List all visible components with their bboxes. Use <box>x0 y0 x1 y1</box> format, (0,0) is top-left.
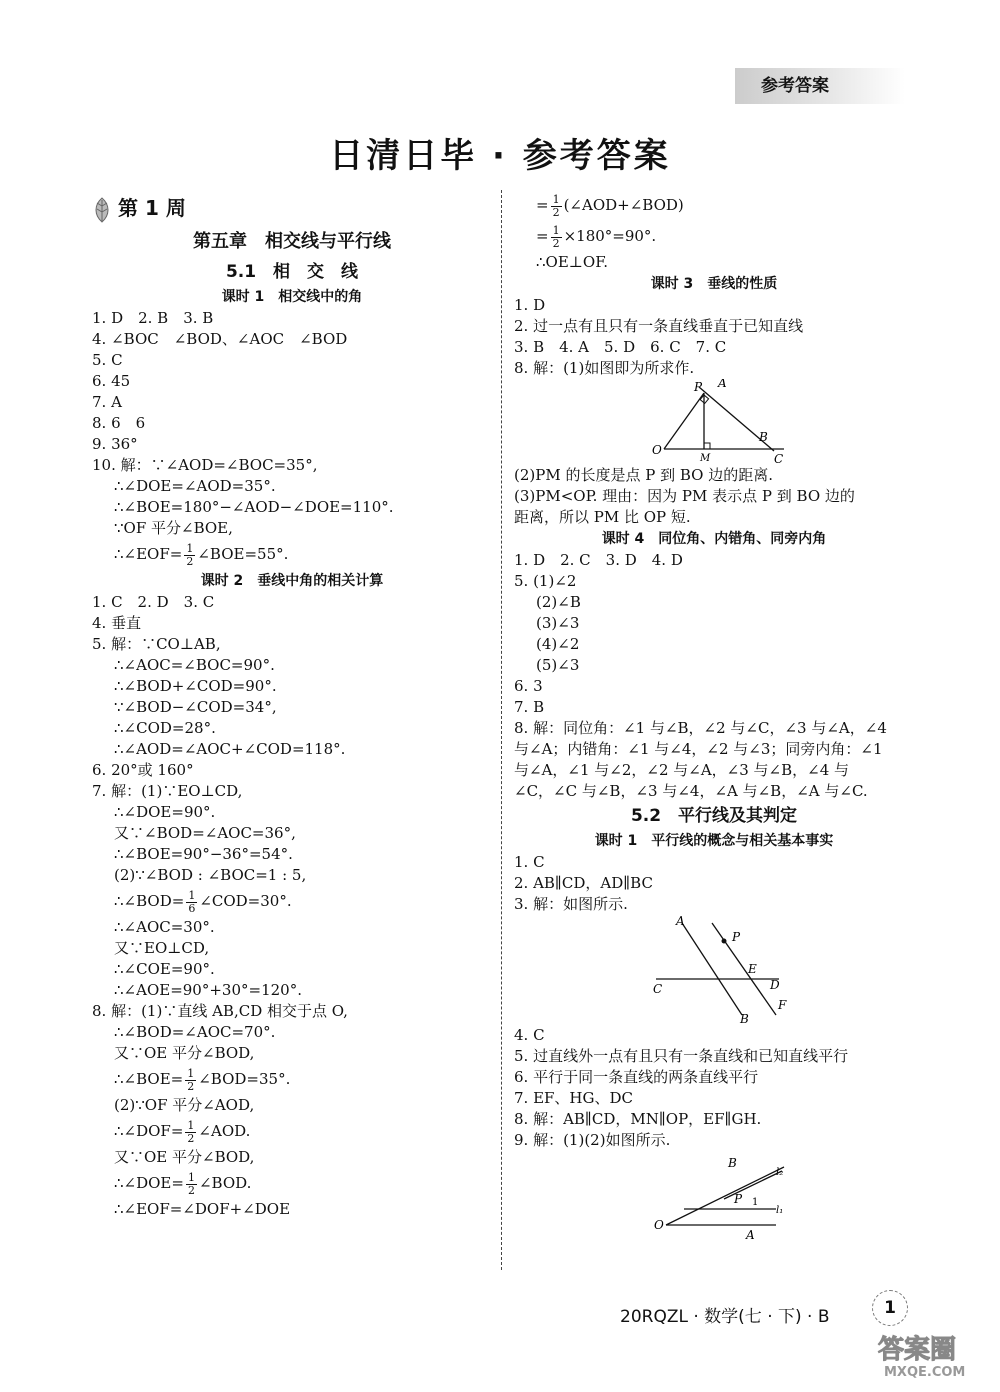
answer-line: 又∵OE 平分∠BOD, <box>114 1148 255 1166</box>
answer-line: ∵OF 平分∠BOE, <box>114 519 233 537</box>
answer-line: 7. B <box>514 698 545 716</box>
watermark-logo <box>876 1328 986 1380</box>
answer-line: ∴∠DOE=90°. <box>114 803 216 821</box>
lesson-heading: 课时 1 平行线的概念与相关基本事实 <box>594 833 834 849</box>
parallel-lines-diagram <box>514 915 914 1025</box>
label-b: B <box>759 430 768 444</box>
math-text: ×180°=90°. <box>563 227 657 245</box>
denominator: 2 <box>187 1131 195 1145</box>
figure-parallel-lines <box>514 915 914 1025</box>
answer-line: 又∵EO⊥CD, <box>114 939 210 957</box>
lesson-heading: 课时 3 垂线的性质 <box>650 276 778 292</box>
label-d: D <box>770 978 780 992</box>
answer-line: ∴∠BOE=180°−∠AOD−∠DOE=110°. <box>114 498 394 516</box>
answer-line: 8. 解：(1)如图即为所求作. <box>514 359 695 377</box>
denominator: 6 <box>188 901 196 915</box>
answer-line <box>92 1168 492 1199</box>
label-a: A <box>676 915 685 928</box>
math-text: = <box>536 227 549 245</box>
answer-line: ∴∠COE=90°. <box>114 960 215 978</box>
answer-line: 4. 垂直 <box>92 614 142 632</box>
answer-line: 8. 解：(1)∵直线 AB,CD 相交于点 O, <box>92 1002 348 1020</box>
label-p: P <box>694 380 703 394</box>
answer-line: 6. 20°或 160° <box>92 761 194 779</box>
label-c: C <box>774 452 784 465</box>
label-m: M <box>700 453 711 464</box>
label-a: A <box>718 379 727 390</box>
math-text: ∠COD=30°. <box>199 892 292 910</box>
answer-line: 7. 解：(1)∵EO⊥CD, <box>92 782 243 800</box>
math-text: ∠BOE=55°. <box>197 545 289 563</box>
answer-line: 距离，所以 PM 比 OP 短. <box>514 508 691 526</box>
denominator: 2 <box>187 1079 195 1093</box>
label-f: F <box>778 998 787 1012</box>
answer-line: 2. 过一点有且只有一条直线垂直于已知直线 <box>514 317 804 335</box>
denominator: 2 <box>552 205 560 219</box>
answer-line: ∠C，∠C 与∠B，∠3 与∠4，∠A 与∠B，∠A 与∠C. <box>514 782 868 800</box>
fraction <box>185 1068 196 1093</box>
answer-line <box>92 1064 492 1095</box>
answer-line: (2)PM 的长度是点 P 到 BO 边的距离. <box>514 466 774 484</box>
answer-line: 6. 平行于同一条直线的两条直线平行 <box>514 1068 759 1086</box>
answer-line: 1. C 2. D 3. C <box>92 593 215 611</box>
numerator: 1 <box>552 192 560 206</box>
answer-line <box>92 1116 492 1147</box>
numerator: 1 <box>186 541 194 555</box>
label-l2: l₂ <box>776 1167 784 1178</box>
answer-line: (5)∠3 <box>536 656 580 674</box>
math-text: ∴∠BOD= <box>114 892 185 910</box>
answer-line: (2)∠B <box>536 593 581 611</box>
header-tag: 参考答案 <box>735 68 905 104</box>
answer-line: ∴∠DOE=∠AOD=35°. <box>114 477 276 495</box>
watermark-url: MXQE.COM <box>884 1365 966 1380</box>
answer-line: ∴∠AOD=∠AOC+∠COD=118°. <box>114 740 346 758</box>
ray-ob <box>666 1167 784 1225</box>
answer-line <box>92 886 492 917</box>
fraction <box>185 1120 196 1145</box>
answer-line: ∴∠BOD+∠COD=90°. <box>114 677 277 695</box>
label-p: P <box>734 1192 743 1206</box>
answer-line: 4. ∠BOC ∠BOD、∠AOC ∠BOD <box>92 330 348 348</box>
math-text: ∴∠BOE= <box>114 1070 184 1088</box>
page-title: 日清日毕 · 参考答案 <box>329 136 671 176</box>
answer-line: 7. A <box>92 393 122 411</box>
answer-line: 2. AB∥CD，AD∥BC <box>514 874 653 892</box>
fraction <box>551 225 562 250</box>
section-heading: 5.2 平行线及其判定 <box>630 806 798 826</box>
answer-line: 5. 过直线外一点有且只有一条直线和已知直线平行 <box>514 1047 849 1065</box>
answer-line: 又∵OE 平分∠BOD, <box>114 1044 255 1062</box>
numerator: 1 <box>188 888 196 902</box>
page-number: 1 <box>872 1290 908 1326</box>
answer-line: 5. (1)∠2 <box>514 572 577 590</box>
label-angle-1: 1 <box>752 1197 759 1208</box>
denominator: 2 <box>552 236 560 250</box>
answer-line: 9. 36° <box>92 435 138 453</box>
fraction <box>186 1172 197 1197</box>
math-text: = <box>536 196 549 214</box>
answer-line: (2)∵∠BOD : ∠BOC=1 : 5, <box>114 866 307 884</box>
answer-line: ∴∠AOC=∠BOC=90°. <box>114 656 275 674</box>
answer-line: 8. 6 6 <box>92 414 146 432</box>
answer-line: (3)∠3 <box>536 614 580 632</box>
left-column <box>92 190 492 1220</box>
lesson-heading: 课时 2 垂线中角的相关计算 <box>200 573 384 589</box>
answer-line: 7. EF、HG、DC <box>514 1089 634 1107</box>
numerator: 1 <box>187 1066 195 1080</box>
math-text: (∠AOD+∠BOD) <box>563 196 684 214</box>
answer-line: 8. 解：同位角：∠1 与∠B，∠2 与∠C，∠3 与∠A，∠4 <box>514 719 887 737</box>
answer-line: 1. D 2. C 3. D 4. D <box>514 551 683 569</box>
answer-line: 10. 解：∵∠AOD=∠BOC=35°, <box>92 456 318 474</box>
right-angle-mark <box>704 443 710 449</box>
answer-line: 6. 3 <box>514 677 543 695</box>
answer-line: ∴∠AOC=30°. <box>114 918 215 936</box>
label-b: B <box>728 1156 737 1170</box>
line-l2 <box>724 1171 782 1199</box>
answer-line: 6. 45 <box>92 372 131 390</box>
watermark-text: 答案圈 <box>878 1335 957 1365</box>
numerator: 1 <box>187 1170 195 1184</box>
answer-line <box>92 539 492 570</box>
math-text: ∴∠EOF= <box>114 545 183 563</box>
week-label: 第 1 周 <box>118 196 186 220</box>
answer-line: 又∵∠BOD=∠AOC=36°, <box>114 824 296 842</box>
fraction <box>186 890 197 915</box>
math-text: ∠BOD. <box>198 1174 252 1192</box>
triangle-diagram <box>514 379 914 465</box>
leaf-icon <box>92 197 112 223</box>
math-text: ∴∠DOF= <box>114 1122 184 1140</box>
label-o: O <box>654 1218 664 1232</box>
answer-line: 1. D <box>514 296 546 314</box>
column-divider <box>501 190 502 1270</box>
denominator: 2 <box>186 554 194 568</box>
answer-line: 8. 解：AB∥CD，MN∥OP，EF∥GH. <box>514 1110 762 1128</box>
lesson-heading: 课时 1 相交线中的角 <box>221 289 363 305</box>
answer-line: (2)∵OF 平分∠AOD, <box>114 1096 255 1114</box>
label-b: B <box>740 1012 749 1025</box>
label-c: C <box>653 982 663 996</box>
answer-line: 9. 解：(1)(2)如图所示. <box>514 1131 671 1149</box>
answer-line: 1. D 2. B 3. B <box>92 309 214 327</box>
answer-line: 1. C <box>514 853 545 871</box>
numerator: 1 <box>187 1118 195 1132</box>
answer-line: (4)∠2 <box>536 635 580 653</box>
math-text: ∴∠DOE= <box>114 1174 184 1192</box>
week-heading <box>92 190 492 226</box>
right-column <box>514 190 914 1241</box>
denominator: 2 <box>187 1183 195 1197</box>
answer-line: 5. 解：∵CO⊥AB, <box>92 635 221 653</box>
point-p <box>722 939 727 944</box>
label-o: O <box>652 443 662 457</box>
fraction <box>551 194 562 219</box>
answer-line: ∴∠BOE=90°−36°=54°. <box>114 845 293 863</box>
answer-line: 3. 解：如图所示. <box>514 895 628 913</box>
answer-line: ∴∠AOE=90°+30°=120°. <box>114 981 302 999</box>
line-pf <box>712 923 776 1015</box>
answer-line: ∴OE⊥OF. <box>536 253 609 271</box>
label-l1: l₁ <box>776 1205 784 1216</box>
answer-line: ∴∠COD=28°. <box>114 719 216 737</box>
section-heading: 5.1 相 交 线 <box>225 262 359 282</box>
answer-line: 与∠A，∠1 与∠2，∠2 与∠A，∠3 与∠B，∠4 与 <box>514 761 850 779</box>
math-text: ∠AOD. <box>198 1122 251 1140</box>
fraction <box>184 543 195 568</box>
answer-line: 4. C <box>514 1026 545 1044</box>
answer-line: 3. B 4. A 5. D 6. C 7. C <box>514 338 727 356</box>
answer-line: 与∠A；内错角：∠1 与∠4，∠2 与∠3；同旁内角：∠1 <box>514 740 883 758</box>
lesson-heading: 课时 4 同位角、内错角、同旁内角 <box>601 531 827 547</box>
angle-diagram <box>514 1151 914 1241</box>
answer-line <box>514 221 914 252</box>
answer-line: (3)PM<OP. 理由：因为 PM 表示点 P 到 BO 边的 <box>514 487 855 505</box>
figure-angle <box>514 1151 914 1241</box>
label-p: P <box>732 930 741 944</box>
figure-triangle <box>514 379 914 465</box>
numerator: 1 <box>552 223 560 237</box>
chapter-heading: 第五章 相交线与平行线 <box>193 231 391 252</box>
answer-line <box>514 190 914 221</box>
footer-text: 20RQZL · 数学(七 · 下) · B <box>620 1307 830 1327</box>
math-text: ∠BOD=35°. <box>198 1070 291 1088</box>
label-a: A <box>746 1228 755 1241</box>
answer-line: ∴∠EOF=∠DOF+∠DOE <box>114 1200 291 1218</box>
answer-line: 5. C <box>92 351 123 369</box>
answer-line: ∵∠BOD−∠COD=34°, <box>114 698 277 716</box>
line-op <box>664 393 704 449</box>
label-e: E <box>748 962 757 976</box>
answer-line: ∴∠BOD=∠AOC=70°. <box>114 1023 276 1041</box>
